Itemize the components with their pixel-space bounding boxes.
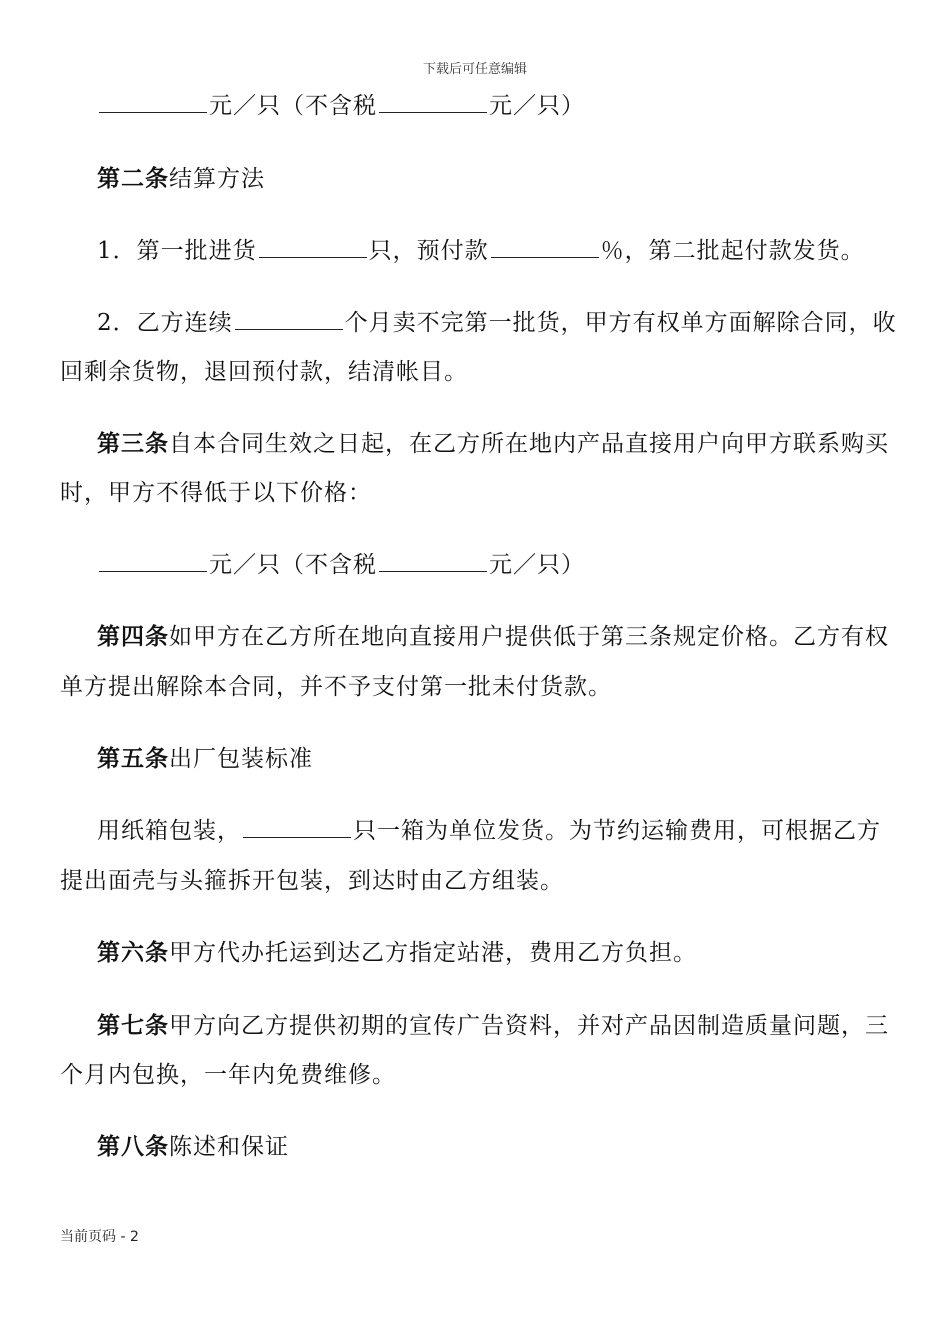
article-4 bbox=[97, 611, 927, 663]
article-text: 陈述和保证 bbox=[169, 1134, 289, 1160]
article-title: 第四条 bbox=[97, 623, 169, 650]
blank-field bbox=[99, 549, 207, 572]
article-text: 结算方法 bbox=[169, 166, 265, 192]
clause-text: 只，预付款 bbox=[368, 238, 489, 264]
blank-field bbox=[235, 307, 343, 330]
blank-field bbox=[99, 90, 207, 113]
article-5-heading bbox=[97, 733, 927, 785]
page-header-note: 下载后可任意编辑 bbox=[422, 62, 527, 77]
clause-text: 1．第一批进货 bbox=[97, 238, 257, 264]
article-2-clause-2-cont: 回剩余货物，退回预付款，结清帐目。 bbox=[60, 359, 468, 385]
article-3-cont: 时，甲方不得低于以下价格： bbox=[60, 480, 372, 506]
blank-field bbox=[243, 815, 351, 838]
article-2-clause-1 bbox=[97, 225, 927, 277]
article-text: 甲方向乙方提供初期的宣传广告资料，并对产品因制造质量问题，三 bbox=[169, 1013, 889, 1039]
article-title: 第二条 bbox=[97, 165, 169, 192]
article-title: 第七条 bbox=[97, 1012, 169, 1039]
article-2-heading bbox=[97, 153, 927, 205]
article-2-clause-2 bbox=[97, 297, 927, 349]
article-7 bbox=[97, 1000, 927, 1052]
price-unit-text: 元／只） bbox=[489, 93, 585, 119]
page-number-footer: 当前页码 - 2 bbox=[60, 1229, 139, 1245]
clause-text: 2．乙方连续 bbox=[97, 310, 233, 336]
article-text: 自本合同生效之日起，在乙方所在地内产品直接用户向甲方联系购买 bbox=[169, 431, 889, 457]
article-title: 第六条 bbox=[97, 939, 169, 966]
article-text: 如甲方在乙方所在地向直接用户提供低于第三条规定价格。乙方有权 bbox=[169, 624, 889, 650]
price-line-1 bbox=[97, 80, 927, 132]
article-6 bbox=[97, 927, 927, 979]
blank-field bbox=[259, 235, 367, 258]
article-5-clause-cont: 提出面壳与头箍拆开包装，到达时由乙方组装。 bbox=[60, 868, 564, 894]
article-title: 第三条 bbox=[97, 430, 169, 457]
article-5-clause bbox=[97, 805, 927, 857]
clause-text: 用纸箱包装， bbox=[97, 818, 241, 844]
price-unit-text: 元／只） bbox=[489, 552, 585, 578]
article-text: 出厂包装标准 bbox=[169, 746, 313, 772]
article-text: 甲方代办托运到达乙方指定站港，费用乙方负担。 bbox=[169, 940, 697, 966]
blank-field bbox=[379, 549, 487, 572]
article-8-heading bbox=[97, 1121, 927, 1173]
article-title: 第八条 bbox=[97, 1133, 169, 1160]
article-7-cont: 个月内包换，一年内免费维修。 bbox=[60, 1062, 396, 1088]
clause-text: 个月卖不完第一批货，甲方有权单方面解除合同，收 bbox=[344, 310, 897, 336]
blank-field bbox=[491, 235, 599, 258]
clause-text: 只一箱为单位发货。为节约运输费用，可根据乙方 bbox=[353, 818, 881, 844]
article-4-cont: 单方提出解除本合同，并不予支付第一批未付货款。 bbox=[60, 674, 612, 700]
article-title: 第五条 bbox=[97, 745, 169, 772]
clause-text: ％，第二批起付款发货。 bbox=[600, 238, 865, 264]
article-3 bbox=[97, 418, 927, 470]
blank-field bbox=[379, 90, 487, 113]
price-unit-text: 元／只（不含税 bbox=[209, 552, 377, 578]
price-unit-text: 元／只（不含税 bbox=[209, 93, 377, 119]
price-line-2 bbox=[97, 539, 927, 591]
